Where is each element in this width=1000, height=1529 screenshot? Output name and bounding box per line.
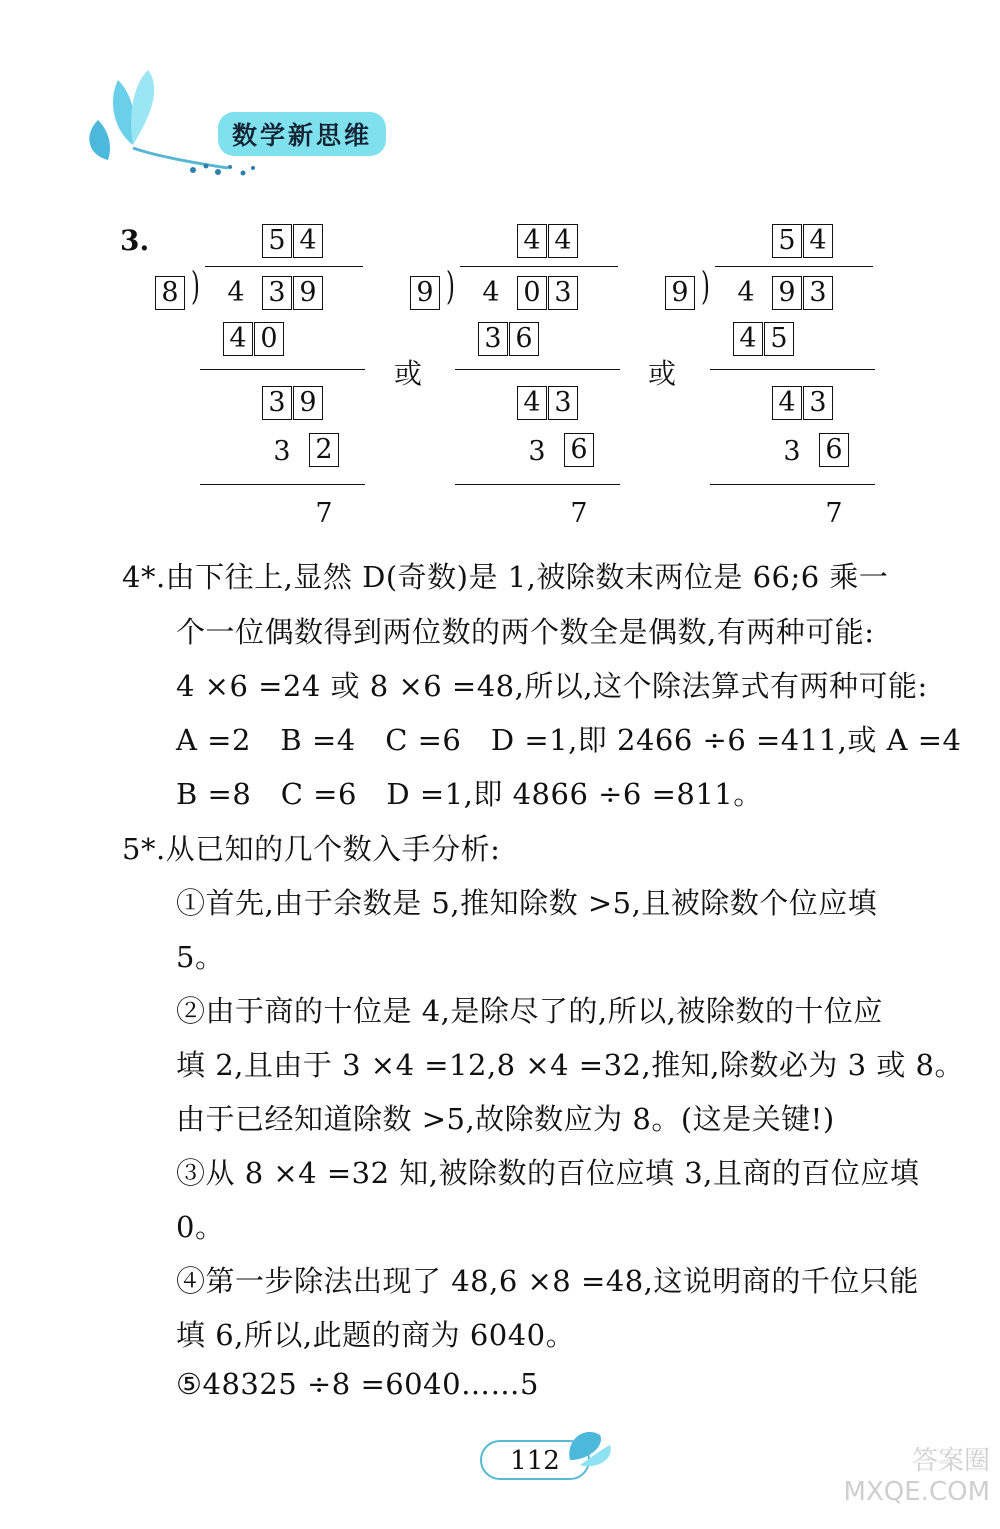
page-number: 112 [480,1440,590,1480]
text-line: 填 2,且由于 3 ×4 =12,8 ×4 =32,推知,除数必为 3 或 8。 [176,1048,964,1082]
text-line: 4 ×6 =24 或 8 ×6 =48,所以,这个除法算式有两种可能: [176,669,928,703]
product-digit-box: 2 [309,433,339,467]
text-line: B =8 C =6 D =1,即 4866 ÷6 =811。 [176,777,763,811]
remainder-digit: 7 [315,498,333,529]
dividend-digit: 4 [227,277,245,308]
product-digit: 3 [528,436,546,467]
remainder-digit: 7 [825,498,843,529]
divisor-box: 9 [410,276,440,310]
subtraction-line [455,484,620,485]
quotient-digit-box: 4 [548,224,578,258]
product-digit-box: 0 [254,322,284,356]
butterfly-icon [560,1420,620,1475]
product-digit: 3 [783,436,801,467]
dividend-digit: 4 [737,277,755,308]
division-bar [460,266,618,267]
text-line: 0。 [176,1210,225,1244]
divisor-box: 9 [665,276,695,310]
or-text: 或 [394,357,423,390]
text-line: 由于已经知道除数 >5,故除数应为 8。(这是关键!) [176,1102,835,1136]
quotient-digit-box: 4 [803,224,833,258]
difference-digit-box: 9 [293,386,323,420]
text-line: 5。 [176,940,225,974]
dividend-digit-box: 3 [262,276,292,310]
text-line: ③从 8 ×4 =32 知,被除数的百位应填 3,且商的百位应填 [176,1156,920,1190]
text-line: ②由于商的十位是 4,是除尽了的,所以,被除数的十位应 [176,994,883,1028]
text-line: A =2 B =4 C =6 D =1,即 2466 ÷6 =411,或 A =4 [176,723,962,757]
dividend-digit-box: 9 [293,276,323,310]
divisor-box: 8 [155,276,185,310]
quotient-digit-box: 5 [772,224,802,258]
text-line: 5*.从已知的几个数入手分析: [122,832,501,866]
product-digit-box: 5 [764,322,794,356]
division-bracket: ) [445,264,455,308]
dividend-digit-box: 3 [803,276,833,310]
difference-digit-box: 3 [548,386,578,420]
dividend-digit-box: 0 [517,276,547,310]
text-line: 填 6,所以,此题的商为 6040。 [176,1318,576,1352]
dividend-digit-box: 3 [548,276,578,310]
product-digit-box: 4 [733,322,763,356]
problem-3-label: 3. [120,224,150,257]
text-line: ⑤48325 ÷8 =6040……5 [176,1367,539,1401]
difference-digit-box: 4 [772,386,802,420]
subtraction-line [200,484,365,485]
division-bar [715,266,873,267]
product-digit-box: 6 [819,433,849,467]
quotient-digit-box: 5 [262,224,292,258]
subtraction-line [200,369,365,370]
subtraction-line [455,369,620,370]
division-bar [205,266,363,267]
difference-digit-box: 3 [262,386,292,420]
division-bracket: ) [700,264,710,308]
text-line: ①首先,由于余数是 5,推知除数 >5,且被除数个位应填 [176,886,878,920]
remainder-digit: 7 [570,498,588,529]
product-digit-box: 6 [509,322,539,356]
dividend-digit-box: 9 [772,276,802,310]
difference-digit-box: 4 [517,386,547,420]
quotient-digit-box: 4 [293,224,323,258]
subtraction-line [710,484,875,485]
or-text: 或 [648,357,677,390]
product-digit-box: 3 [478,322,508,356]
difference-digit-box: 3 [803,386,833,420]
dividend-digit: 4 [482,277,500,308]
subtraction-line [710,369,875,370]
product-digit: 3 [273,436,291,467]
quotient-digit-box: 4 [517,224,547,258]
text-line: ④第一步除法出现了 48,6 ×8 =48,这说明商的千位只能 [176,1264,919,1298]
text-line: 个一位偶数得到两位数的两个数全是偶数,有两种可能: [176,615,875,649]
header-title: 数学新思维 [218,112,386,156]
watermark: 答案圈 MXQE.COM [843,1446,990,1507]
product-digit-box: 4 [223,322,253,356]
product-digit-box: 6 [564,433,594,467]
text-line: 4*.由下往上,显然 D(奇数)是 1,被除数末两位是 66;6 乘一 [122,560,889,594]
division-bracket: ) [190,264,200,308]
